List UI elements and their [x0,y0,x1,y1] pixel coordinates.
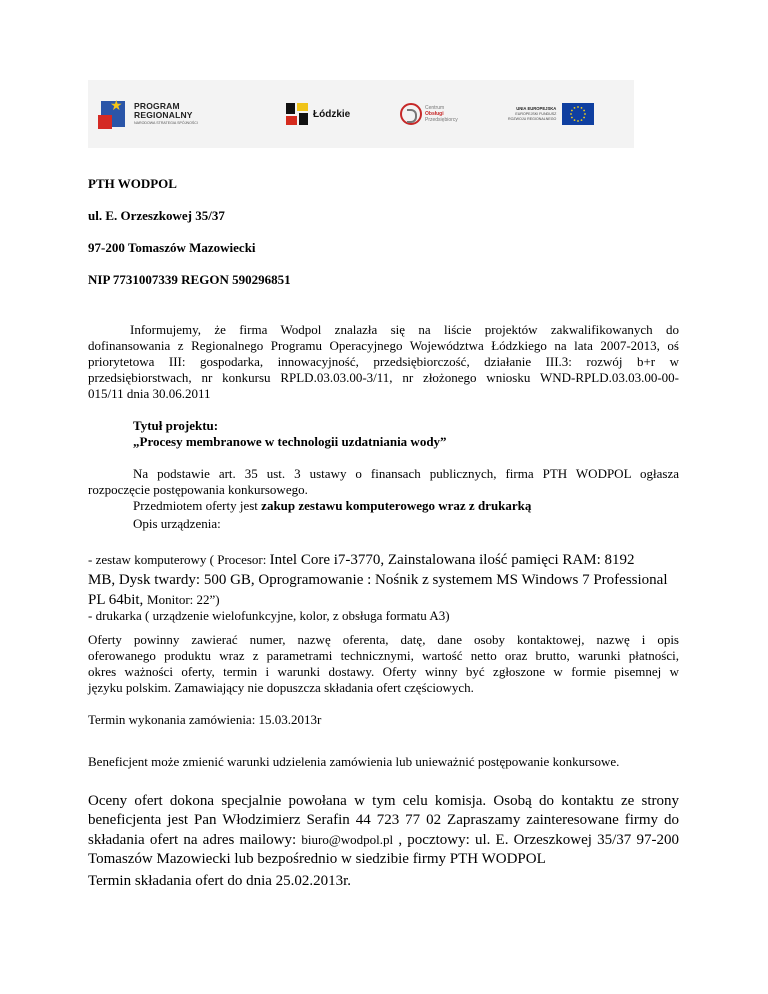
intro-line: przedsiębiorstwach, nr konkursu RPLD.03.03.00-3/11, nr złożonego wniosku WND-RPLD.03.03.00-00- [88,370,679,385]
intro-line: dofinansowania z Regionalnego Programu Operacyjnego Województwa Łódzkiego na lata 2007-2013, oś [88,338,679,353]
company-city: 97-200 Tomaszów Mazowiecki [88,240,256,255]
cop-icon [400,103,422,125]
offers-line: Oferty powinny zawierać numer, nazwę oferenta, datę, dane osoby kontaktowej, nazwę i opis [88,632,679,647]
deadline-offers: Termin składania ofert do dnia 25.02.2013r. [88,873,352,889]
evaluation-line: beneficjenta jest Pan Włodzimierz Serafin 44 723 77 02 Zapraszamy zainteresowane firmy do [88,812,679,828]
computer-prefix: - zestaw komputerowy ( Procesor: [88,552,270,567]
contact-email[interactable]: biuro@wodpol.pl [301,832,394,847]
offers-line: języku polskim. Zamawiający nie dopuszcza składania ofert częściowych. [88,680,474,695]
intro-paragraph [88,322,679,402]
lodzkie-logo [286,80,350,148]
intro-line: priorytetowa III: gospodarka, innowacyjność, przedsiębiorczość, działanie III.3: rozwój b+r w [88,354,679,369]
pr-subtitle: NARODOWA STRATEGIA SPÓJNOŚCI [134,121,198,125]
evaluation-line [88,830,679,850]
announcement-paragraph [88,466,679,514]
deadline-order: Termin wykonania zamówienia: 15.03.2013r [88,712,322,727]
pr-title-line1: PROGRAM [134,101,180,111]
subject-prefix: Przedmiotem oferty jest [133,498,262,513]
cop-line1: Centrum [425,105,445,111]
beneficiary-note: Beneficjent może zmienić warunki udzielenia zamówienia lub unieważnić postępowanie konkursowe. [88,754,620,769]
announcement-subject [88,498,679,514]
device-printer: - drukarka ( urządzenie wielofunkcyjne, kolor, z obsługa formatu A3) [88,608,450,623]
cop-line3: Przedsiębiorcy [425,117,458,123]
eu-title: UNIA EUROPEJSKA [516,106,557,111]
evaluation-line3-rest: , pocztowy: ul. E. Orzeszkowej 35/37 97-200 [393,832,679,848]
cop-line2: Obsługi [425,111,444,117]
evaluation-line3-prefix: składania ofert na adres mailowy: [88,832,302,848]
announcement-line: rozpoczęcie postępowania konkursowego. [88,482,308,497]
intro-line: Informujemy, że firma Wodpol znalazła się na liście projektów zakwalifikowanych do [130,322,679,337]
cop-logo [400,80,458,148]
offers-paragraph [88,632,679,696]
project-label: Tytuł projektu: [133,418,219,433]
eu-sub1: EUROPEJSKI FUNDUSZ [515,112,557,116]
computer-line3-prefix: PL 64bit, [88,592,148,608]
computer-line1-rest: Intel Core i7-3770, Zainstalowana ilość pamięci RAM: 8192 [269,552,635,568]
subject-bold: zakup zestawu komputerowego wraz z drukarką [261,498,532,513]
intro-line: 015/11 dnia 30.06.2011 [88,386,211,401]
logo-banner [88,80,634,148]
evaluation-line: Oceny ofert dokona specjalnie powołana w tym celu komisja. Osobą do kontaktu ze strony [88,793,679,809]
pr-title-line2: REGIONALNY [134,110,193,120]
lodzkie-label: Łódzkie [313,108,351,120]
announcement-line: Na podstawie art. 35 ust. 3 ustawy o finansach publicznych, firma PTH WODPOL ogłasza [133,466,679,481]
company-name: PTH WODPOL [88,176,177,191]
program-regionalny-logo [98,80,198,148]
computer-line [88,550,679,570]
company-street: ul. E. Orzeszkowej 35/37 [88,208,225,223]
device-heading: Opis urządzenia: [133,516,221,531]
computer-line [88,590,679,610]
program-regionalny-icon: ★ [98,95,128,133]
offers-line: okres ważności oferty, termin i warunki dostawy. Oferty winny być zgłoszone w formie pisemnej w [88,664,679,679]
evaluation-paragraph [88,792,679,869]
computer-line: MB, Dysk twardy: 500 GB, Oprogramowanie : Nośnik z systemem MS Windows 7 Professional [88,572,668,588]
eu-flag-icon [562,103,594,125]
project-title: „Procesy membranowe w technologii uzdatniania wody” [133,434,447,449]
company-ids: NIP 7731007339 REGON 590296851 [88,272,291,287]
offers-line: oferowanego produktu wraz z parametrami technicznymi, wartość netto oraz brutto, warunki płatności, [88,648,679,663]
eu-logo [508,80,594,148]
computer-line3-rest: Monitor: 22”) [147,592,220,607]
eu-sub2: ROZWOJU REGIONALNEGO [508,117,557,121]
lodzkie-icon [286,103,308,125]
evaluation-line: Tomaszów Mazowiecki lub bezpośrednio w siedzibie firmy PTH WODPOL [88,851,546,867]
device-computer [88,550,679,610]
